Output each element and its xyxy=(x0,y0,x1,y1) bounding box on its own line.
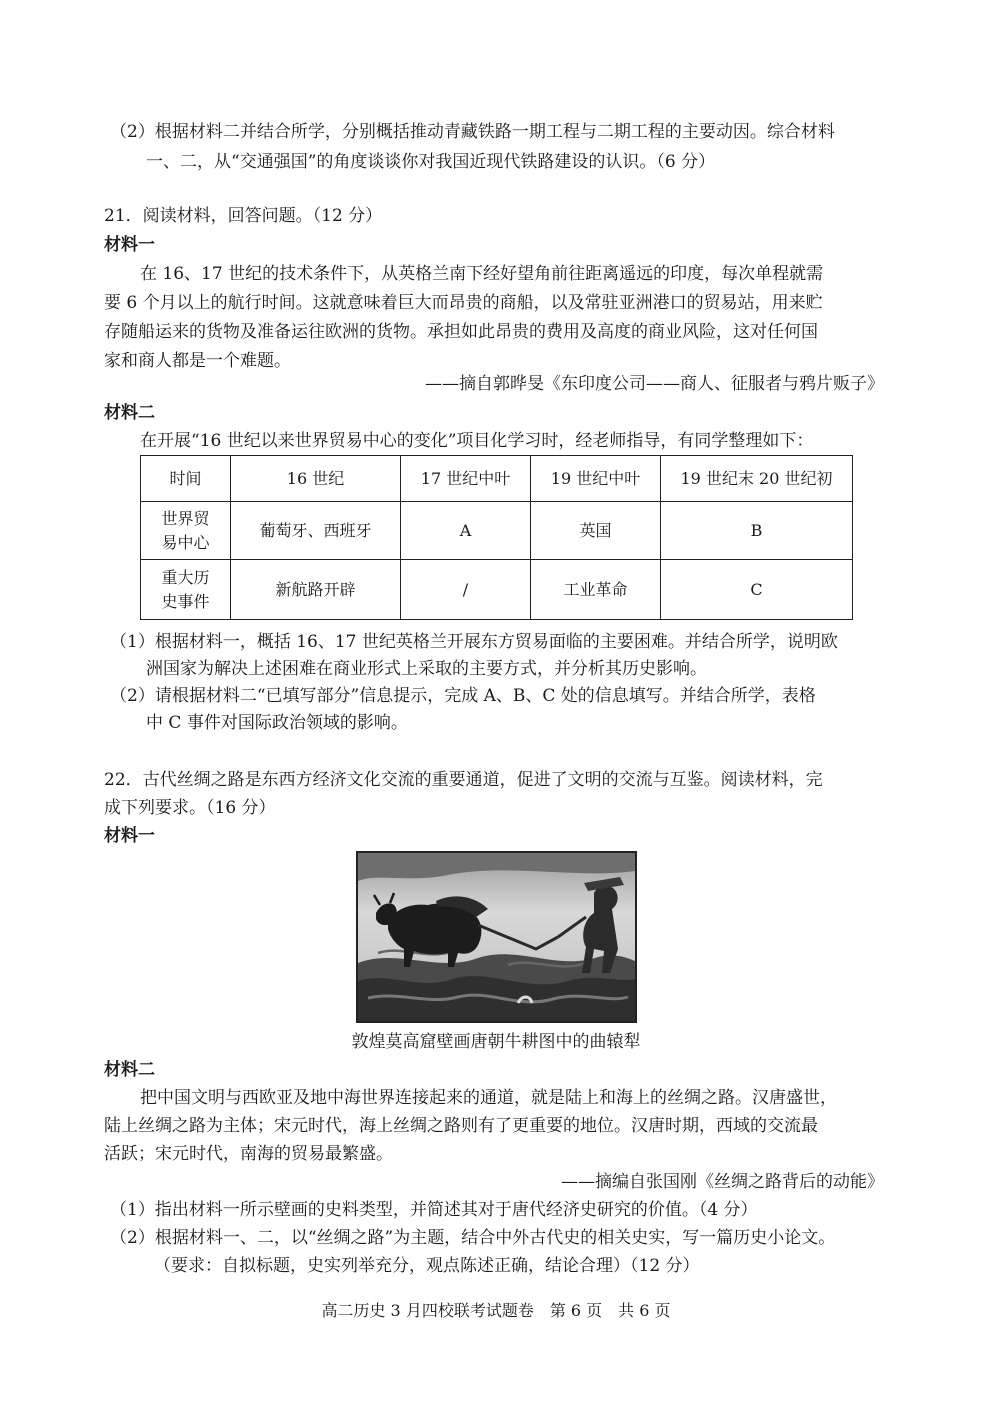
table-row-label: 重大历史事件 xyxy=(141,560,231,620)
table-cell: B xyxy=(661,502,853,560)
table-header-row xyxy=(141,456,853,502)
mural-caption: 敦煌莫高窟壁画唐朝牛耕图中的曲辕犁 xyxy=(351,1032,641,1052)
table-cell: 新航路开辟 xyxy=(231,560,401,620)
table-header-cell: 16 世纪 xyxy=(231,456,401,502)
q21-q1-line2: 洲国家为解决上述困难在商业形式上采取的主要方式，并分析其历史影响。 xyxy=(146,659,707,679)
page-footer: 高二历史 3 月四校联考试题卷 第 6 页 共 6 页 xyxy=(321,1301,671,1320)
q22-material1-label: 材料一 xyxy=(104,826,155,846)
q21-q2-line1: （2）请根据材料二“已填写部分”信息提示，完成 A、B、C 处的信息填写。并结合所学，表格 xyxy=(110,686,816,706)
q21-q1-line1: （1）根据材料一，概括 16、17 世纪英格兰开展东方贸易面临的主要困难。并结合所学，说明欧 xyxy=(110,632,838,652)
table-header-cell: 19 世纪中叶 xyxy=(531,456,661,502)
table-header-cell: 17 世纪中叶 xyxy=(401,456,531,502)
q22-q2-line1: （2）根据材料一、二，以“丝绸之路”为主题，结合中外古代史的相关史实，写一篇历史小论文。 xyxy=(110,1228,836,1248)
table-cell: C xyxy=(661,560,853,620)
q22-material2-line1: 把中国文明与西欧亚及地中海世界连接起来的通道，就是陆上和海上的丝绸之路。汉唐盛世， xyxy=(140,1088,837,1108)
table-cell: 英国 xyxy=(531,502,661,560)
q21-material1-label: 材料一 xyxy=(104,235,155,255)
q21-q2-line2: 中 C 事件对国际政治领域的影响。 xyxy=(146,713,408,733)
mural-image xyxy=(356,851,637,1023)
q22-material2-source: ——摘编自张国刚《丝绸之路背后的动能》 xyxy=(561,1172,884,1192)
q22-material2-label: 材料二 xyxy=(104,1060,155,1080)
q21-material1-line2: 要 6 个月以上的航行时间。这就意味着巨大而昂贵的商船，以及常驻亚洲港口的贸易站，用来贮 xyxy=(104,293,823,313)
table-cell: 工业革命 xyxy=(531,560,661,620)
trade-center-table xyxy=(140,455,853,620)
q22-material2-line3: 活跃；宋元时代，南海的贸易最繁盛。 xyxy=(104,1144,393,1164)
q21-title: 21．阅读材料，回答问题。（12 分） xyxy=(104,206,383,226)
q20-part2-line2: 一、二，从“交通强国”的角度谈谈你对我国近现代铁路建设的认识。（6 分） xyxy=(146,152,716,172)
q22-title-line2: 成下列要求。（16 分） xyxy=(104,798,276,818)
q22-material2-line2: 陆上丝绸之路为主体；宋元时代，海上丝绸之路则有了更重要的地位。汉唐时期，西域的交流最 xyxy=(104,1116,818,1136)
q21-material2-intro: 在开展“16 世纪以来世界贸易中心的变化”项目化学习时，经老师指导，有同学整理如下： xyxy=(140,431,814,451)
q21-material1-source: ——摘自郭晔旻《东印度公司——商人、征服者与鸦片贩子》 xyxy=(425,374,884,394)
table-header-cell: 时间 xyxy=(141,456,231,502)
table-header-cell: 19 世纪末 20 世纪初 xyxy=(661,456,853,502)
table-row xyxy=(141,502,853,560)
ox-plough-mural-illustration xyxy=(358,853,635,1021)
q22-q1: （1）指出材料一所示壁画的史料类型，并简述其对于唐代经济史研究的价值。（4 分） xyxy=(110,1200,758,1220)
table-cell: / xyxy=(401,560,531,620)
table-cell: 葡萄牙、西班牙 xyxy=(231,502,401,560)
q21-material1-line4: 家和商人都是一个难题。 xyxy=(104,351,291,371)
q22-title-line1: 22．古代丝绸之路是东西方经济文化交流的重要通道，促进了文明的交流与互鉴。阅读材料，完 xyxy=(104,770,823,790)
q21-material1-line1: 在 16、17 世纪的技术条件下，从英格兰南下经好望角前往距离遥远的印度，每次单程就需 xyxy=(140,264,824,284)
q22-q2-line2: （要求：自拟标题，史实列举充分，观点陈述正确，结论合理）（12 分） xyxy=(154,1256,700,1276)
q21-material1-line3: 存随船运来的货物及准备运往欧洲的货物。承担如此昂贵的费用及高度的商业风险，这对任何国 xyxy=(104,322,818,342)
table-row-label: 世界贸易中心 xyxy=(141,502,231,560)
q21-material2-label: 材料二 xyxy=(104,403,155,423)
q20-part2-line1: （2）根据材料二并结合所学，分别概括推动青藏铁路一期工程与二期工程的主要动因。综合材料 xyxy=(110,122,835,142)
table-cell: A xyxy=(401,502,531,560)
table-row xyxy=(141,560,853,620)
